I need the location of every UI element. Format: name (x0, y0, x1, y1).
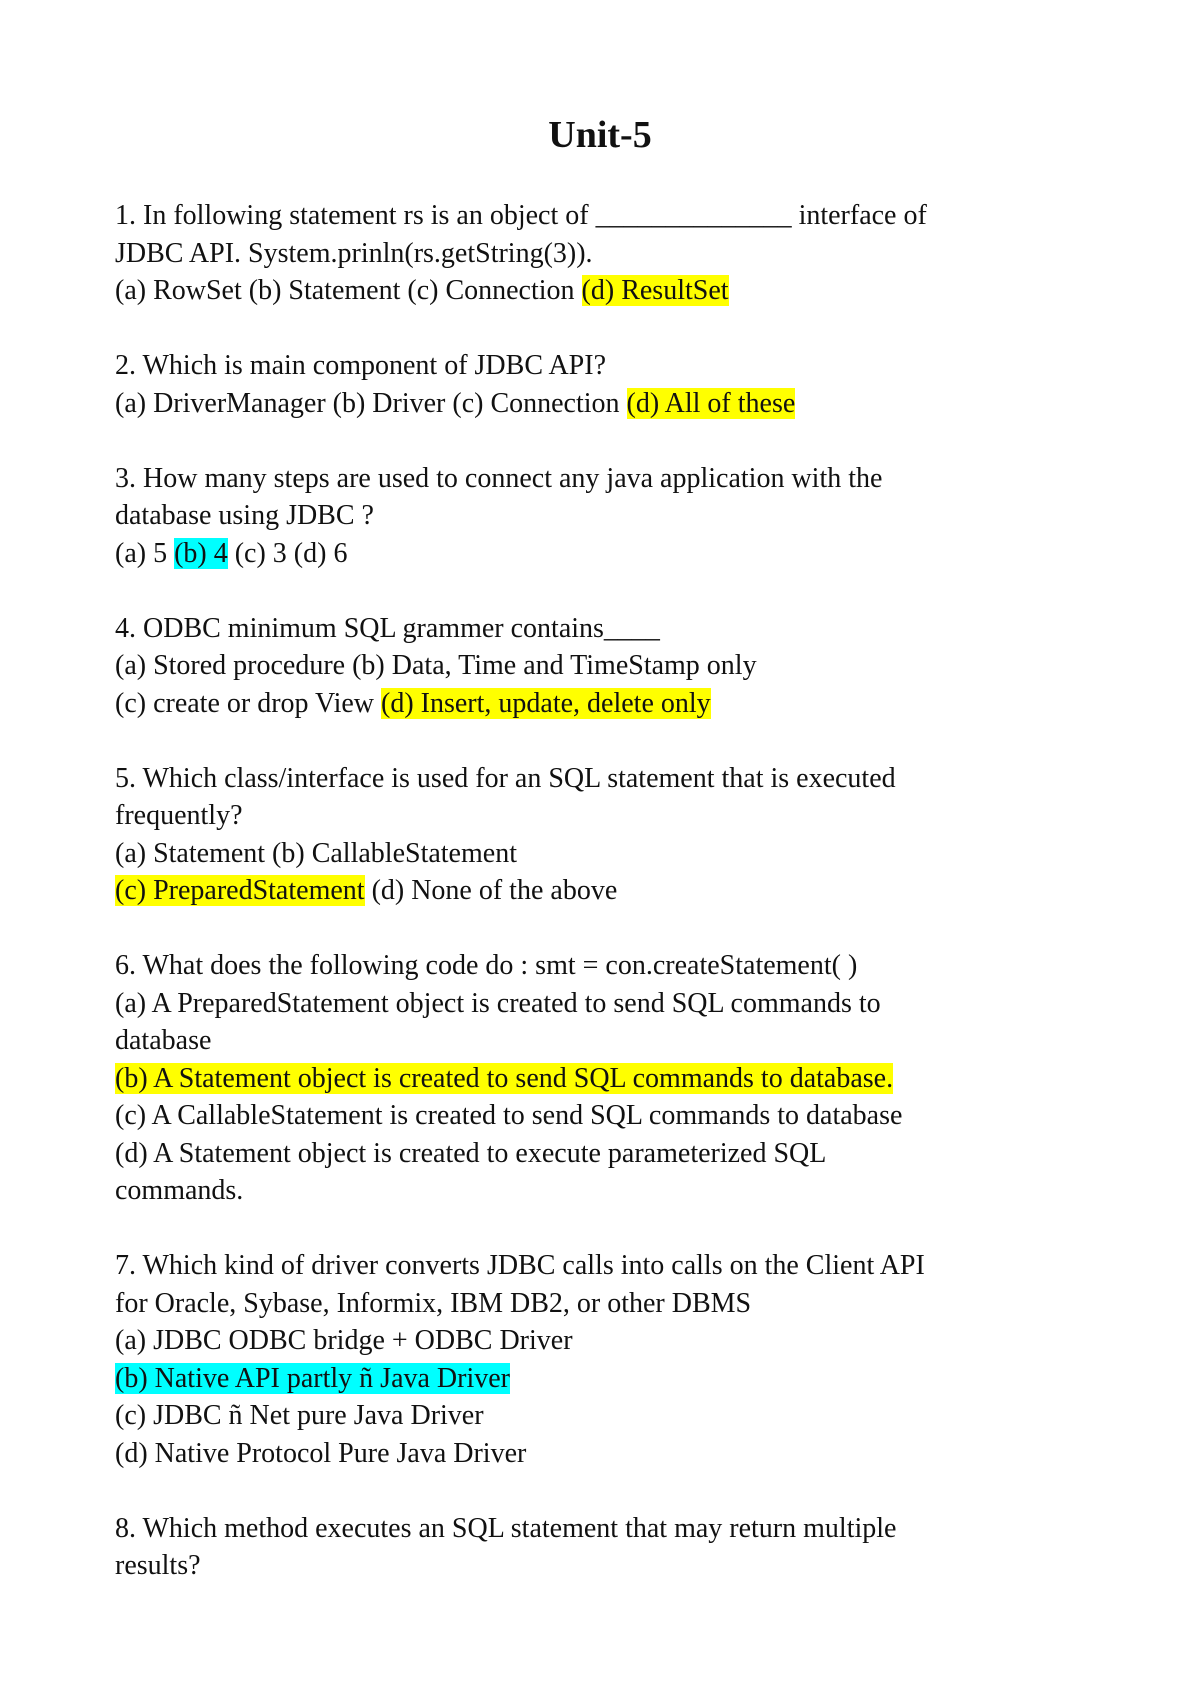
question-text-line: 4. ODBC minimum SQL grammer contains____ (115, 612, 660, 644)
page-title: Unit-5 (548, 114, 652, 156)
question-text-line: (c) JDBC ñ Net pure Java Driver (115, 1400, 484, 1431)
question-text-line: for Oracle, Sybase, Informix, IBM DB2, or other DBMS (115, 1287, 752, 1319)
question-text-line: (a) Statement (b) CallableStatement (115, 837, 517, 869)
highlighted-answer: (d) All of these (626, 387, 796, 419)
question-text-line: results? (115, 1550, 201, 1581)
options-line (115, 385, 1085, 423)
question-text-line: (a) Stored procedure (b) Data, Time and TimeStamp only (115, 650, 757, 681)
options-text: (a) DriverManager (b) Driver (c) Connection (115, 387, 620, 419)
options-line (115, 1360, 1085, 1398)
question-text-line: JDBC API. System.prinln(rs.getString(3)). (115, 237, 593, 269)
options-text: (c) create or drop View (115, 687, 374, 719)
options-text: (a) RowSet (b) Statement (c) Connection (115, 275, 575, 306)
question-1 (115, 197, 1085, 310)
question-text-line: frequently? (115, 800, 243, 831)
question-text-line: commands. (115, 1175, 244, 1206)
question-2 (115, 347, 1085, 422)
question-text-line: database (115, 1025, 212, 1056)
options-text: (d) None of the above (371, 875, 618, 906)
options-line (115, 272, 1085, 310)
question-7 (115, 1247, 1085, 1472)
highlighted-answer: (d) ResultSet (581, 275, 729, 306)
question-3 (115, 460, 1085, 573)
question-text-line: 3. How many steps are used to connect any java application with the (115, 462, 883, 494)
question-text-line: (c) A CallableStatement is created to send SQL commands to database (115, 1100, 903, 1131)
options-text: (c) 3 (d) 6 (234, 537, 348, 569)
question-4 (115, 610, 1085, 723)
question-text-line: 1. In following statement rs is an object of ______________ interface of (115, 200, 927, 231)
options-line (115, 685, 1085, 723)
highlighted-answer: (b) 4 (174, 537, 228, 569)
options-text: (a) 5 (115, 537, 168, 569)
question-text-line: (d) Native Protocol Pure Java Driver (115, 1437, 527, 1469)
question-text-line: 5. Which class/interface is used for an SQL statement that is executed (115, 762, 896, 794)
question-8 (115, 1510, 1085, 1585)
question-text-line: (a) JDBC ODBC bridge + ODBC Driver (115, 1325, 573, 1356)
question-text-line: 2. Which is main component of JDBC API? (115, 350, 606, 381)
highlighted-answer: (d) Insert, update, delete only (381, 687, 711, 719)
question-6 (115, 947, 1085, 1210)
question-list (115, 197, 1085, 1622)
question-text-line: 6. What does the following code do : smt = con.createStatement( ) (115, 950, 858, 981)
question-text-line: 8. Which method executes an SQL statement that may return multiple (115, 1512, 897, 1544)
highlighted-answer: (b) A Statement object is created to send SQL commands to database. (115, 1062, 894, 1094)
options-line (115, 535, 1085, 573)
question-text-line: database using JDBC ? (115, 500, 374, 531)
question-text-line: 7. Which kind of driver converts JDBC calls into calls on the Client API (115, 1250, 925, 1281)
question-text-line: (d) A Statement object is created to execute parameterized SQL (115, 1137, 827, 1169)
highlighted-answer: (b) Native API partly ñ Java Driver (115, 1362, 510, 1394)
options-line (115, 872, 1085, 910)
options-line (115, 1060, 1085, 1098)
question-text-line: (a) A PreparedStatement object is created to send SQL commands to (115, 987, 881, 1019)
highlighted-answer: (c) PreparedStatement (115, 875, 365, 906)
question-5 (115, 760, 1085, 910)
